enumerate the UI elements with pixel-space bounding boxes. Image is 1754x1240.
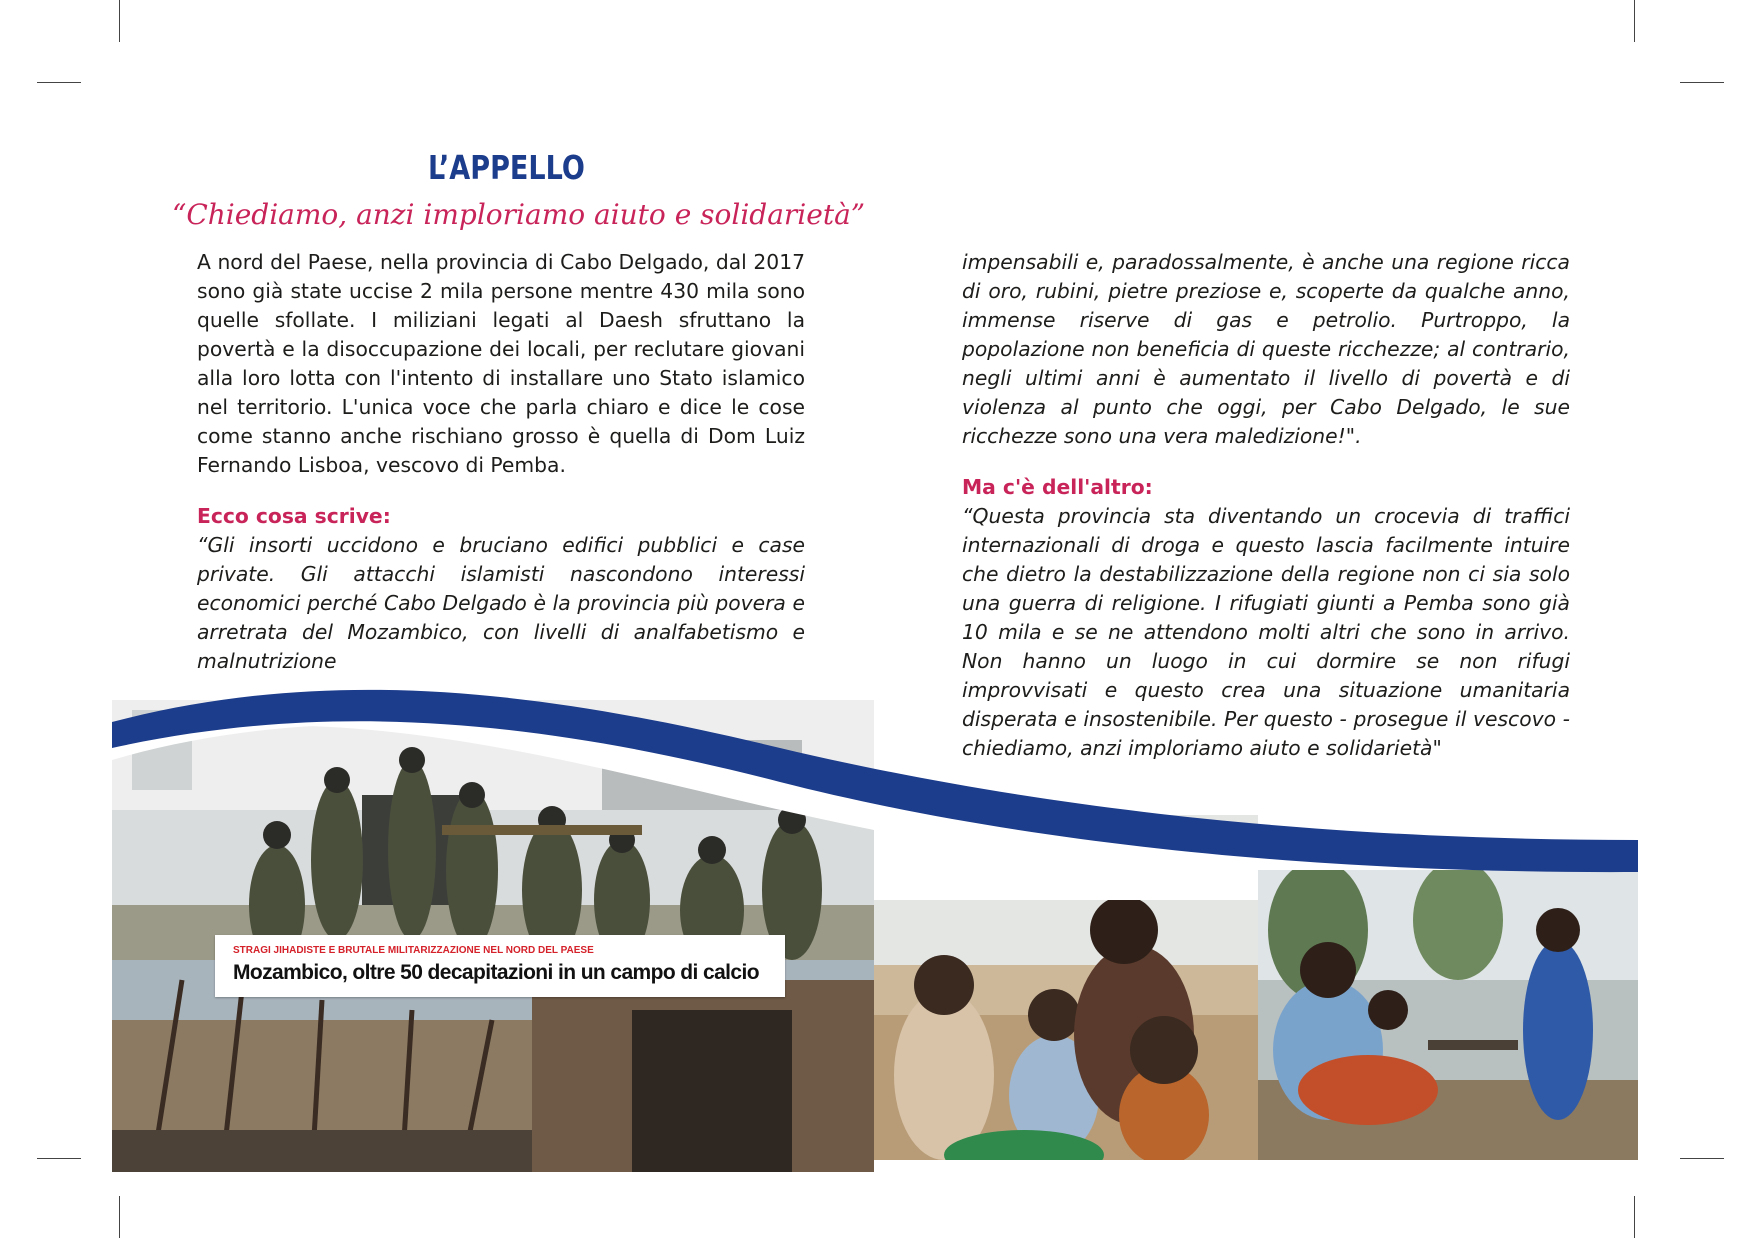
bishop-quote-second: “Questa provincia sta diventando un crocevia di traffici internazionali di droga e questo lascia facilmente intuire che dietro la destabilizzazione della regione non ci sia solo una guerra di religione. I rifugiati giunti a Pemba sono già 10 mila e se ne attendono molti altri che sono in arrivo. Non hanno un luogo in cui dormire se non rifugi improvvisati e questo crea una situazione umanitaria disperata e insostenibile. Per questo - prosegue il vescovo - chiediamo, anzi imploriamo aiuto e solidarietà"	[962, 504, 1570, 760]
page-subtitle: “Chiediamo, anzi imploriamo aiuto e solidarietà”	[172, 198, 866, 231]
news-kicker: STRAGI JIHADISTE E BRUTALE MILITARIZZAZIONE NEL NORD DEL PAESE	[233, 945, 594, 956]
bishop-quote-start: “Gli insorti uccidono e bruciano edifici pubblici e case private. Gli attacchi islamisti nascondono interessi economici perché Cabo Delgado è la provincia più povera e arretrata del Mozambico, con livelli di analfabetismo e malnutrizione	[197, 533, 805, 673]
news-headline: Mozambico, oltre 50 decapitazioni in un campo di calcio	[233, 961, 759, 984]
right-heading: Ma c'è dell'altro:	[962, 475, 1153, 499]
page-title: L’APPELLO	[428, 148, 585, 187]
left-heading: Ecco cosa scrive:	[197, 504, 391, 528]
intro-paragraph: A nord del Paese, nella provincia di Cabo Delgado, dal 2017 sono già state uccise 2 mila persone mentre 430 mila sono quelle sfollate. I miliziani legati al Daesh sfruttano la povertà e la disoccupazione dei locali, per reclutare giovani alla loro lotta con l'intento di installare uno Stato islamico nel territorio. L'unica voce che parla chiaro e dice le cose come stanno anche rischiano grosso è quella di Dom Luiz Fernando Lisboa, vescovo di Pemba.	[197, 250, 805, 477]
bishop-quote-continued: impensabili e, paradossalmente, è anche una regione ricca di oro, rubini, pietre preziose e, scoperte da qualche anno, immense riserve di gas e petrolio. Purtroppo, la popolazione non beneficia di queste ricchezze; al contrario, negli ultimi anni è aumentato il livello di povertà e di violenza al punto che oggi, per Cabo Delgado, le sue ricchezze sono una vera maledizione!".	[962, 250, 1570, 448]
news-banner	[215, 935, 785, 997]
